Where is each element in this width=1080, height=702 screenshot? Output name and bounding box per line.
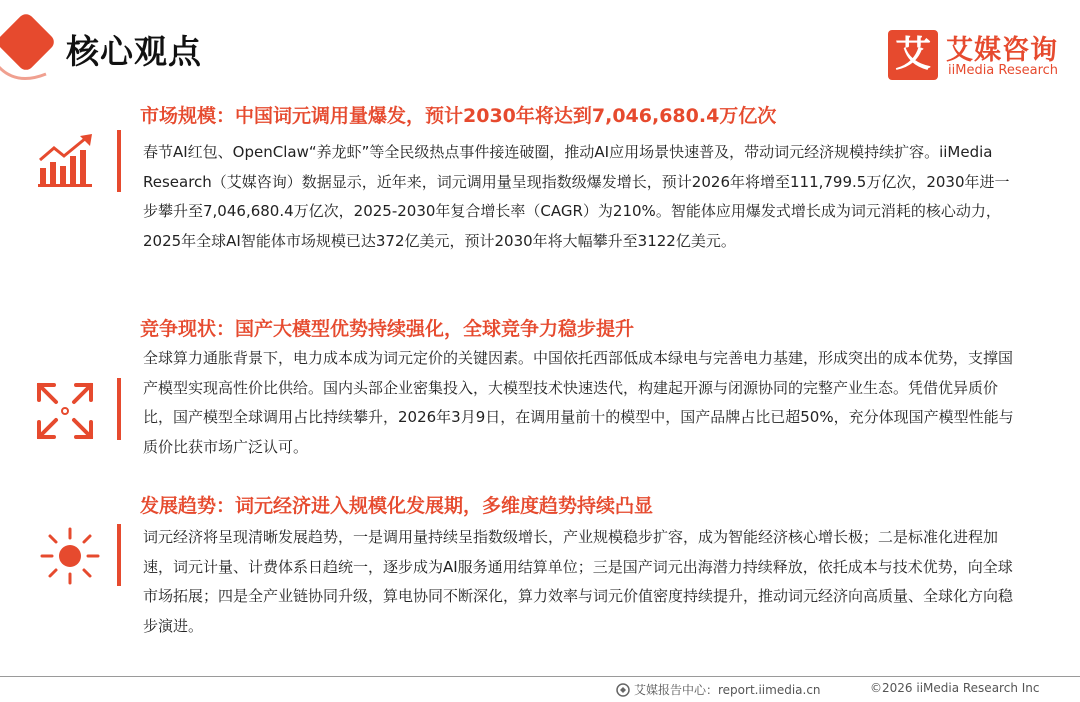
section-body-trends — [143, 523, 1023, 641]
section-accent-bar — [117, 524, 121, 586]
brand-name-en: iiMedia Research — [948, 63, 1059, 78]
section-accent-bar — [117, 130, 121, 192]
footer-copyright: ©2026 iiMedia Research Inc — [870, 681, 1040, 695]
section-title-trends: 发展趋势：词元经济进入规模化发展期，多维度趋势持续凸显 — [140, 495, 654, 517]
footer-source-text: 艾媒报告中心：report.iimedia.cn — [634, 683, 821, 697]
sun-icon — [38, 526, 102, 586]
section-body-market-size — [143, 138, 1023, 256]
footer-divider — [0, 676, 1080, 677]
section-paragraph: 春节AI红包、OpenClaw“养龙虾”等全民级热点事件接连破圈，推动AI应用场景快速普及，带动词元经济规模持续扩容。iiMedia Research（艾媒咨询）数据显示，近年来，词元调用量呈现指数级爆发增长，预计2026年将增至111,799.5万亿次，2030年进一步攀升至7,046,680.4万亿次，2025-2030年复合增长率（CAGR）为210%。智能体应用爆发式增长成为词元消耗的核心动力，2025年全球AI智能体市场规模已达372亿美元，预计2030年将大幅攀升至3122亿美元。 — [143, 143, 1010, 250]
brand-logo — [888, 30, 1068, 84]
section-paragraph: 词元经济将呈现清晰发展趋势，一是调用量持续呈指数级增长，产业规模稳步扩容，成为智能经济核心增长极；二是标准化进程加速，词元计量、计费体系日趋统一，逐步成为AI服务通用结算单位；三是国产词元出海潜力持续释放，依托成本与技术优势，向全球市场拓展；四是全产业链协同升级，算电协同不断深化，算力效率与词元价值密度持续提升，推动词元经济向高质量、全球化方向稳步演进。 — [143, 528, 1014, 635]
growth-chart-icon — [36, 134, 98, 188]
page-title: 核心观点 — [66, 32, 202, 71]
brand-mark: 艾 — [888, 30, 938, 80]
report-center-icon — [616, 683, 630, 697]
footer-source — [616, 681, 821, 698]
section-title-market-size: 市场规模：中国词元调用量爆发，预计2030年将达到7,046,680.4万亿次 — [140, 105, 777, 127]
section-body-competition — [143, 344, 1023, 462]
section-title-competition: 竞争现状：国产大模型优势持续强化，全球竞争力稳步提升 — [140, 318, 635, 340]
corner-diamond-logo — [0, 14, 66, 84]
section-paragraph: 全球算力通胀背景下，电力成本成为词元定价的关键因素。中国依托西部低成本绿电与完善电力基建，形成突出的成本优势，支撑国产模型实现高性价比供给。国内头部企业密集投入，大模型技术快速迭代，构建起开源与闭源协同的完整产业生态。凭借优异质价比，国产模型全球调用占比持续攀升，2026年3月9日，在调用量前十的模型中，国产品牌占比已超50%，充分体现国产模型性能与质价比获市场广泛认可。 — [143, 349, 1014, 456]
section-accent-bar — [117, 378, 121, 440]
expand-arrows-icon — [36, 382, 94, 440]
brand-name-cn: 艾媒咨询 — [946, 35, 1058, 66]
